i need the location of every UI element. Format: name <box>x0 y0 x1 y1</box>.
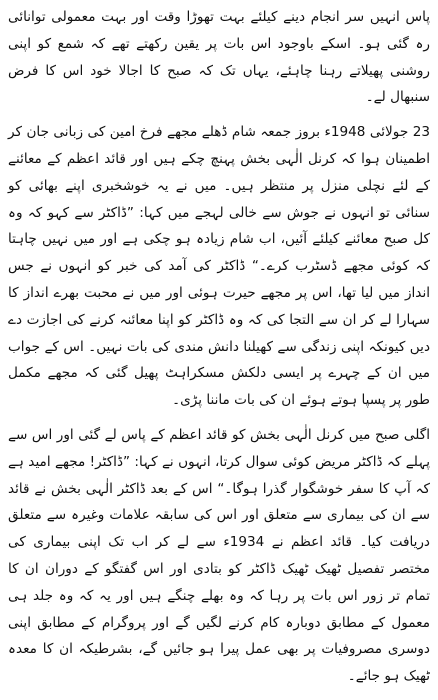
paragraph: 23 جولائی 1948ء بروز جمعہ شام ڈھلے مجھے فرخ امین کی زبانی جان کر اطمینان ہوا کہ کرنل الٰہی بخش پہنچ چکے ہیں اور قائد اعظم کے معائنے کے لئے نچلی منزل پر منتظر ہیں۔ میں نے یہ خوشخبری اپنے بھائی کو سنائی تو انہوں نے جوش سے خالی لہجے میں کہا: ”ڈاکٹر سے کہو کہ وہ کل صبح معائنے کیلئے آئیں، اب شام زیادہ ہو چکی ہے اور میں نہیں چاہتا کہ کوئی مجھے ڈسٹرب کرے۔“ ڈاکٹر کی آمد کی خبر کو انہوں نے جس انداز میں لیا تھا، اس پر مجھے حیرت ہوئی اور میں نے محبت بھرے انداز کا سہارا لے کر ان سے التجا کی کہ وہ ڈاکٹر کو اپنا معائنہ کرنے کی اجازت دے دیں کیونکہ اپنی زندگی سے کھیلنا دانش مندی کی بات نہیں۔ اس کے جواب میں ان کے چہرے پر ایسی دلکش مسکراہٹ پھیل گئی کہ مجھے مکمل طور پر پسپا ہوتے ہوئے ان کی بات ماننا پڑی۔ <box>8 124 431 409</box>
paragraph: اگلی صبح میں کرنل الٰہی بخش کو قائد اعظم کے پاس لے گئی اور اس سے پہلے کہ ڈاکٹر مریض کوئی سوال کرتا، انہوں نے کہا: ”ڈاکٹر! مجھے امید ہے کہ آپ کا سفر خوشگوار گذرا ہوگا۔“ اس کے بعد ڈاکٹر الٰہی بخش نے قائد سے ان کی بیماری سے متعلق اور اس کی سابقہ علامات وغیرہ سے متعلق دریافت کیا۔ قائد اعظم نے 1934ء سے لے کر اب تک اپنی بیماری کی مختصر تفصیل ٹھیک ٹھیک ڈاکٹر کو بتادی اور اس گفتگو کے دوران ان کا تمام تر زور اس بات پر رہا کہ وہ بھلے چنگے ہیں اور یہ کہ وہ جلد ہی معمول کے مطابق دوبارہ کام کرنے لگیں گے اور پروگرام کے مطابق اپنی دوسری مصروفیات پر بھی عمل پیرا ہو جائیں گے، بشرطیکہ ان کا معدہ ٹھیک ہو جائے۔ <box>8 426 430 685</box>
paragraph: پاس انہیں سر انجام دینے کیلئے بہت تھوڑا وقت اور بہت معمولی توانائی رہ گئی ہو۔ اسکے باوجود اس بات پر یقین رکھتے تھے کہ شمع کو اپنی روشنی پھیلاتے رہنا چاہئے، یہاں تک کہ صبح کا اجالا خود اس کا فرض سنبھال لے۔ <box>8 9 430 106</box>
